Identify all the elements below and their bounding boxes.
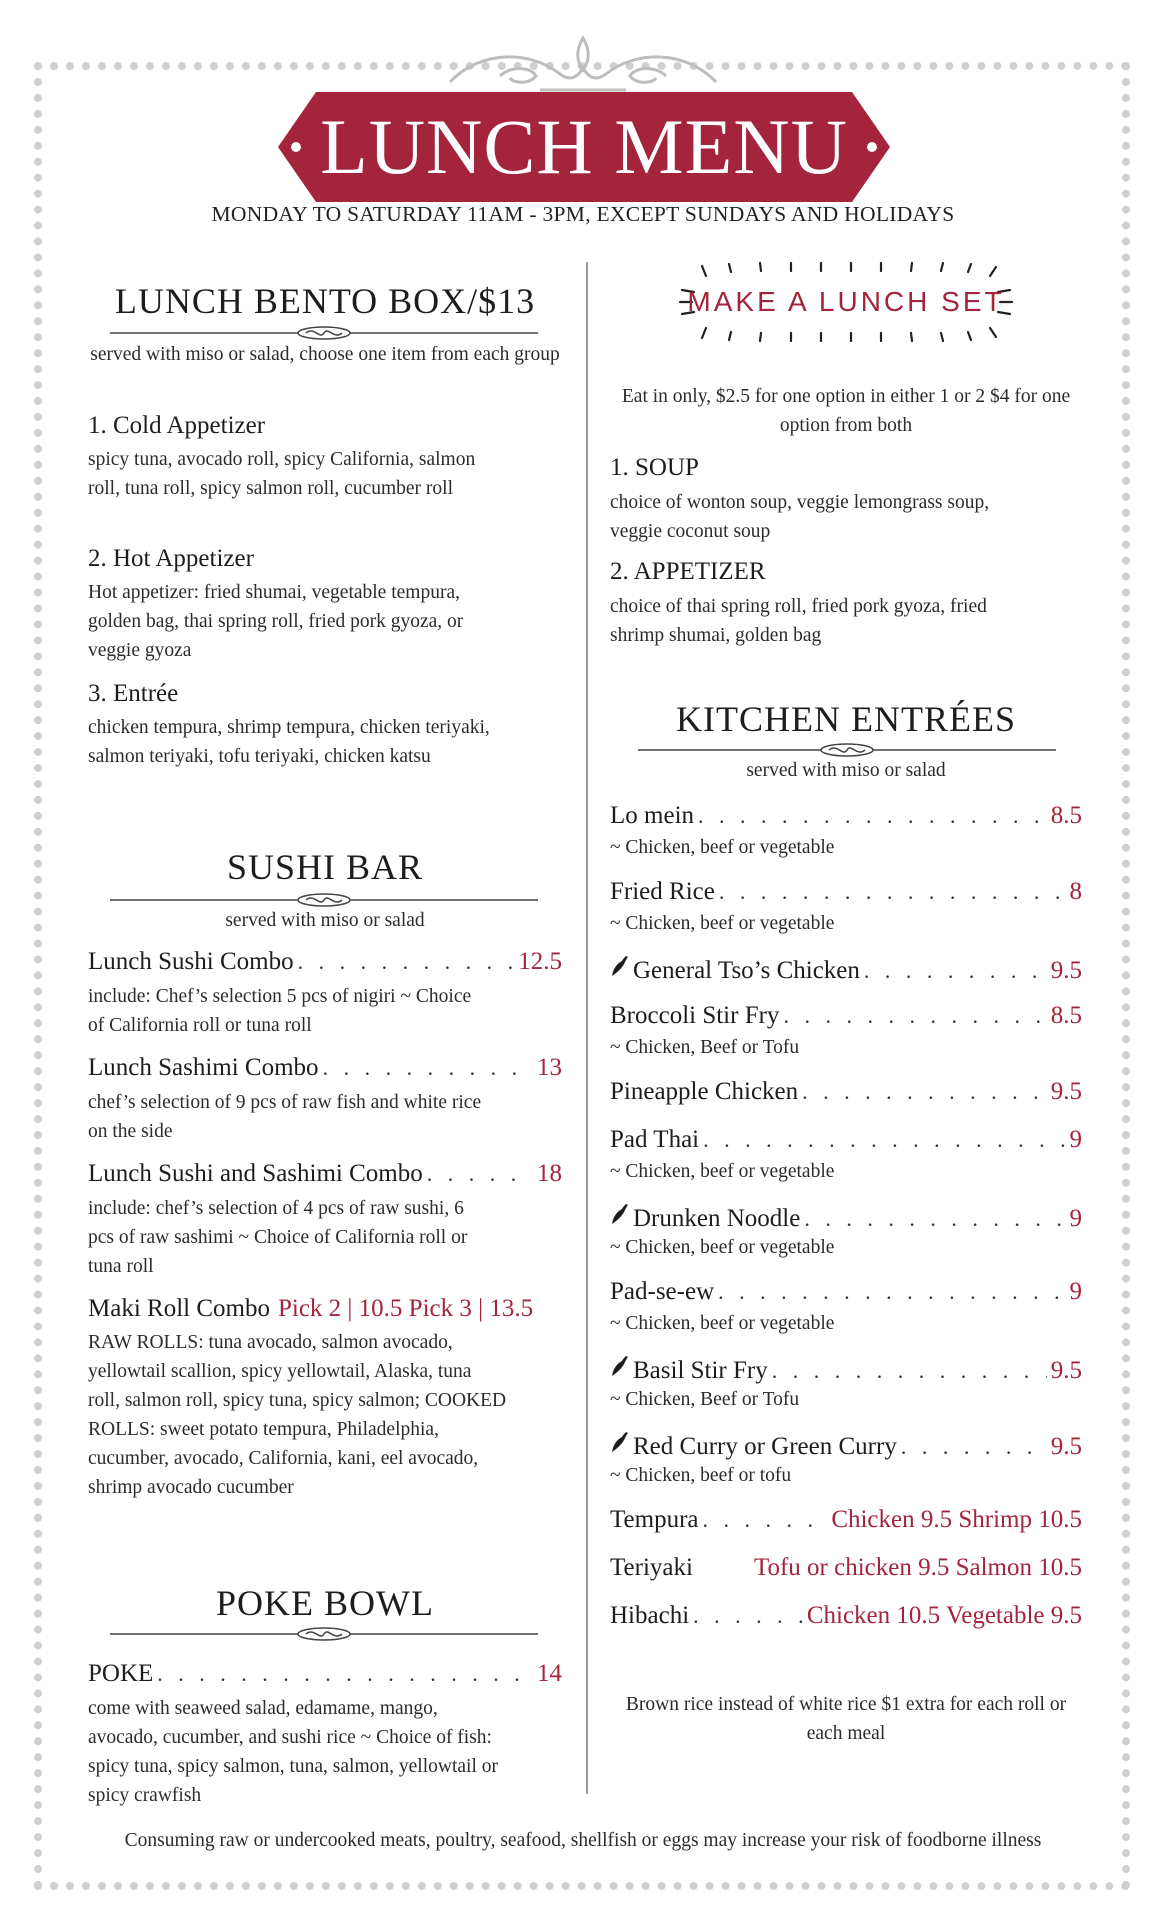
item-option: ~ Chicken, beef or vegetable	[610, 913, 835, 934]
column-divider	[586, 262, 588, 1794]
menu-item-row	[610, 1278, 1082, 1306]
item-option: ~ Chicken, beef or vegetable	[610, 1313, 835, 1334]
sushi-title: SUSHI BAR	[226, 847, 424, 887]
menu-item-row	[610, 878, 1082, 906]
menu-item-row	[610, 1602, 1082, 1630]
item-desc: RAW ROLLS: tuna avocado, salmon avocado, yellowtail scallion, spicy yellowtail, Alaska, tuna roll, salmon roll, spicy tuna, spicy salmon; COOKED ROLLS: sweet potato tempura, Philadelphia, cucumber, avocado, California, kani, eel avocado, shrimp avocado cucumber	[88, 1332, 507, 1498]
item-name: General Tso’s Chicken	[633, 957, 860, 984]
poke-title: POKE BOWL	[216, 1583, 434, 1623]
item-option: ~ Chicken, beef or tofu	[610, 1465, 792, 1486]
item-desc: come with seaweed salad, edamame, mango, avocado, cucumber, and sushi rice ~ Choice of fish: spicy tuna, spicy salmon, tuna, salmon, yellowtail or spicy crawfish	[88, 1698, 498, 1806]
item-price: 9	[1069, 1205, 1082, 1232]
bento-item-title: 2. Hot Appetizer	[88, 545, 254, 572]
item-option: ~ Chicken, Beef or Tofu	[610, 1389, 800, 1410]
menu-item-row	[610, 1506, 1082, 1534]
item-price: Chicken 10.5 Vegetable 9.5	[806, 1602, 1082, 1629]
item-name: Broccoli Stir Fry	[610, 1002, 780, 1029]
menu-item-row	[88, 1295, 562, 1323]
bento-subtitle: served with miso or salad, choose one item from each group	[90, 344, 560, 365]
item-name: Maki Roll Combo	[88, 1295, 270, 1322]
bento-item-title: 1. Cold Appetizer	[88, 412, 266, 439]
item-name: Drunken Noodle	[633, 1205, 801, 1232]
item-name: Lunch Sushi and Sashimi Combo	[88, 1160, 423, 1187]
sushi-subtitle: served with miso or salad	[225, 910, 425, 931]
item-desc: include: chef’s selection of 4 pcs of raw sushi, 6 pcs of raw sashimi ~ Choice of California roll or tuna roll	[88, 1198, 468, 1277]
menu-item-row	[610, 802, 1082, 830]
item-price: 9.5	[1050, 1433, 1082, 1460]
menu-item-row	[610, 1202, 1082, 1233]
item-name: Hibachi	[610, 1602, 690, 1629]
bento-item-desc: Hot appetizer: fried shumai, vegetable tempura, golden bag, thai spring roll, fried pork gyoza, or veggie gyoza	[88, 582, 464, 661]
menu-item-row	[610, 1126, 1082, 1154]
ornament-rule-icon	[110, 1624, 538, 1644]
item-price: 9.5	[1050, 1357, 1082, 1384]
item-name: Pad Thai	[610, 1126, 700, 1153]
menu-item-row	[610, 1430, 1082, 1461]
menu-item-row	[88, 1660, 562, 1688]
item-price: 14	[537, 1660, 562, 1687]
item-name: Red Curry or Green Curry	[633, 1433, 897, 1460]
menu-item-row	[610, 1078, 1082, 1106]
flourish-ornament-icon	[440, 30, 726, 100]
menu-item-row	[610, 1554, 1082, 1582]
item-name: Basil Stir Fry	[633, 1357, 768, 1384]
item-name: Lo mein	[610, 802, 695, 829]
kitchen-title: KITCHEN ENTRÉES	[676, 699, 1016, 739]
appetizer-title: 2. APPETIZER	[610, 558, 766, 585]
chili-pepper-icon	[610, 1430, 630, 1454]
item-name: Tempura	[610, 1506, 699, 1533]
item-price: 9	[1069, 1278, 1082, 1305]
item-option: ~ Chicken, Beef or Tofu	[610, 1037, 800, 1058]
lunch-set-note: Eat in only, $2.5 for one option in either 1 or 2 $4 for one option from both	[621, 386, 1071, 436]
item-option: ~ Chicken, beef or vegetable	[610, 1237, 835, 1258]
chili-pepper-icon	[610, 1354, 630, 1378]
kitchen-subtitle: served with miso or salad	[746, 760, 946, 781]
soup-title: 1. SOUP	[610, 454, 699, 481]
hours-text: MONDAY TO SATURDAY 11AM - 3PM, EXCEPT SUNDAYS AND HOLIDAYS	[211, 202, 955, 226]
item-desc: include: Chef’s selection 5 pcs of nigiri ~ Choice of California roll or tuna roll	[88, 986, 472, 1036]
lunch-set-title: MAKE A LUNCH SET	[687, 286, 1005, 317]
item-price: 8.5	[1050, 1002, 1082, 1029]
soup-desc: choice of wonton soup, veggie lemongrass soup, veggie coconut soup	[610, 492, 990, 542]
chili-pepper-icon	[610, 954, 630, 978]
menu-item-row	[610, 954, 1082, 985]
item-desc: chef’s selection of 9 pcs of raw fish and white rice on the side	[88, 1092, 482, 1142]
bento-item-title: 3. Entrée	[88, 680, 179, 707]
bento-item-desc: chicken tempura, shrimp tempura, chicken teriyaki, salmon teriyaki, tofu teriyaki, chicken katsu	[88, 717, 490, 767]
menu-item-row	[88, 1160, 562, 1188]
item-option: ~ Chicken, beef or vegetable	[610, 1161, 835, 1182]
item-name: Pad-se-ew	[610, 1278, 715, 1305]
item-price: Tofu or chicken 9.5 Salmon 10.5	[753, 1554, 1082, 1581]
appetizer-desc: choice of thai spring roll, fried pork gyoza, fried shrimp shumai, golden bag	[610, 596, 987, 646]
item-price: Pick 2 | 10.5 Pick 3 | 13.5	[277, 1295, 534, 1322]
bento-title: LUNCH BENTO BOX/$13	[114, 281, 536, 321]
item-price: 18	[537, 1160, 562, 1187]
brown-rice-note: Brown rice instead of white rice $1 extra for each roll or each meal	[625, 1694, 1067, 1744]
menu-item-row	[88, 1054, 562, 1082]
chili-pepper-icon	[610, 1202, 630, 1226]
item-price: 9.5	[1050, 957, 1082, 984]
item-price: 9	[1069, 1126, 1082, 1153]
item-price: 12.5	[518, 948, 562, 975]
menu-item-row	[610, 1354, 1082, 1385]
menu-item-row	[88, 948, 562, 976]
item-name: Lunch Sushi Combo	[88, 948, 294, 975]
page-title: LUNCH MENU	[320, 103, 848, 190]
item-name: Pineapple Chicken	[610, 1078, 799, 1105]
menu-item-row	[610, 1002, 1082, 1030]
bento-item-desc: spicy tuna, avocado roll, spicy California, salmon roll, tuna roll, spicy salmon roll, cucumber roll	[88, 449, 476, 499]
item-name: POKE	[88, 1660, 154, 1687]
health-warning: Consuming raw or undercooked meats, poultry, seafood, shellfish or eggs may increase your risk of foodborne illness	[124, 1830, 1042, 1851]
item-name: Lunch Sashimi Combo	[88, 1054, 319, 1081]
item-price: 8	[1069, 878, 1082, 905]
item-price: 13	[537, 1054, 562, 1081]
item-price: 8.5	[1050, 802, 1082, 829]
item-price: Chicken 9.5 Shrimp 10.5	[831, 1506, 1082, 1533]
item-price: 9.5	[1050, 1078, 1082, 1105]
item-option: ~ Chicken, beef or vegetable	[610, 837, 835, 858]
item-name: Fried Rice	[610, 878, 715, 905]
item-name: Teriyaki	[610, 1554, 693, 1581]
